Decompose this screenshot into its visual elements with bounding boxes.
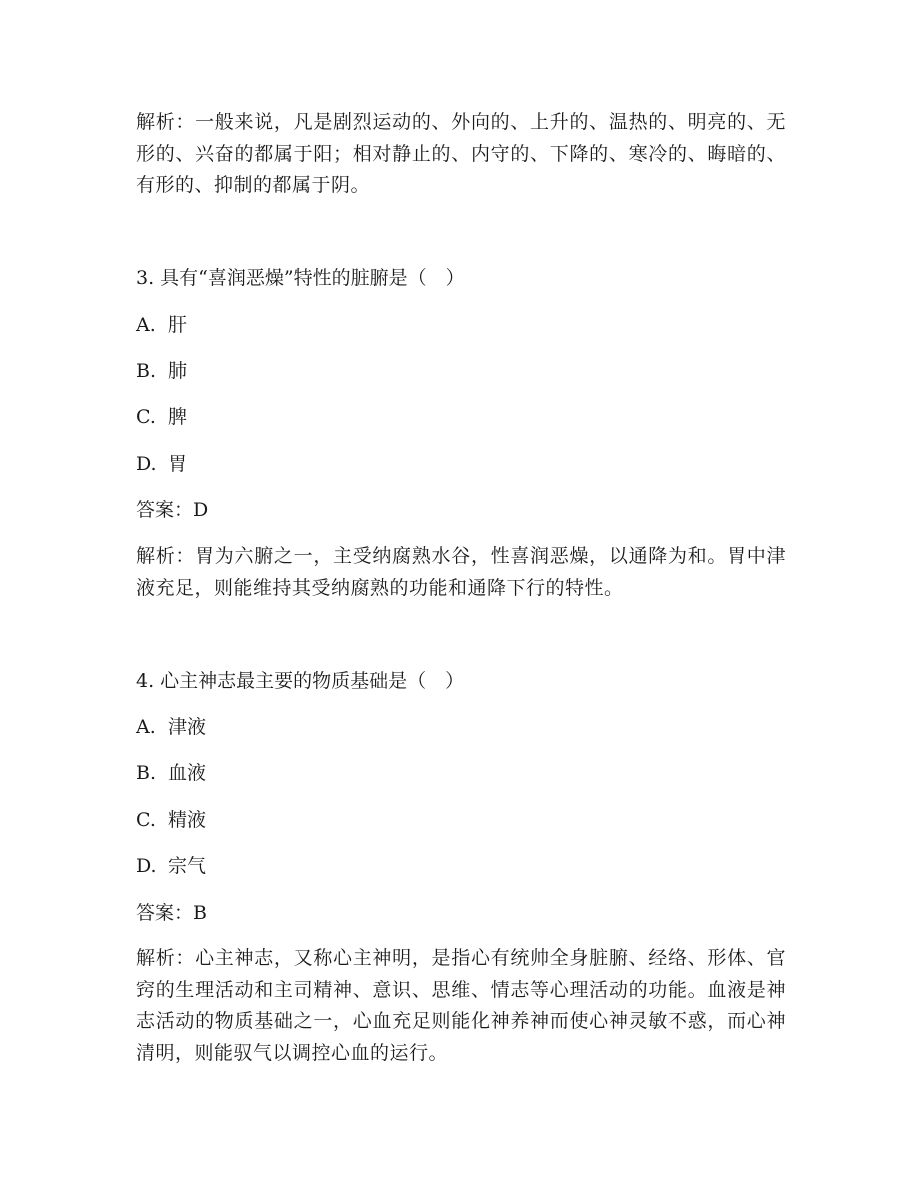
option-letter: C. <box>136 809 156 831</box>
q3-option-d <box>136 448 187 480</box>
option-letter: D. <box>136 855 157 877</box>
option-letter: C. <box>136 406 156 428</box>
option-letter: A. <box>136 716 156 738</box>
q4-option-a <box>136 711 206 743</box>
q4-option-b <box>136 757 206 789</box>
option-letter: B. <box>136 360 157 382</box>
q3-explanation: 解析：胃为六腑之一，主受纳腐熟水谷，性喜润恶燥，以通降为和。胃中津液充足，则能维持其受纳腐熟的功能和通降下行的特性。 <box>136 545 786 599</box>
q4-answer: 答案：B <box>136 902 207 924</box>
q4-stem: 4. 心主神志最主要的物质基础是（ ） <box>136 670 465 692</box>
option-letter: B. <box>136 762 157 784</box>
q3-option-a <box>136 309 187 341</box>
q3-option-c <box>136 401 187 433</box>
option-letter: A. <box>136 314 156 336</box>
q3-option-b <box>136 355 187 387</box>
option-text: 血液 <box>168 762 207 784</box>
option-text: 肝 <box>168 314 188 336</box>
option-text: 肺 <box>168 360 188 382</box>
q4-option-d <box>136 850 206 882</box>
option-text: 胃 <box>168 453 188 475</box>
option-text: 脾 <box>168 406 188 428</box>
q3-stem: 3. 具有“喜润恶燥”特性的脏腑是（ ） <box>136 267 465 289</box>
q3-answer: 答案：D <box>136 499 209 521</box>
q2-explanation: 解析：一般来说，凡是剧烈运动的、外向的、上升的、温热的、明亮的、无形的、兴奋的都属于阳；相对静止的、内守的、下降的、寒冷的、晦暗的、有形的、抑制的都属于阴。 <box>136 111 786 196</box>
option-text: 宗气 <box>168 855 207 877</box>
option-text: 津液 <box>168 716 207 738</box>
q4-explanation: 解析：心主神志，又称心主神明，是指心有统帅全身脏腑、经络、形体、官窍的生理活动和主司精神、意识、思维、情志等心理活动的功能。血液是神志活动的物质基础之一，心血充足则能化神养神而使心神灵敏不惑，而心神清明，则能驭气以调控心血的运行。 <box>136 947 786 1064</box>
q4-option-c <box>136 804 206 836</box>
option-letter: D. <box>136 453 157 475</box>
option-text: 精液 <box>168 809 207 831</box>
